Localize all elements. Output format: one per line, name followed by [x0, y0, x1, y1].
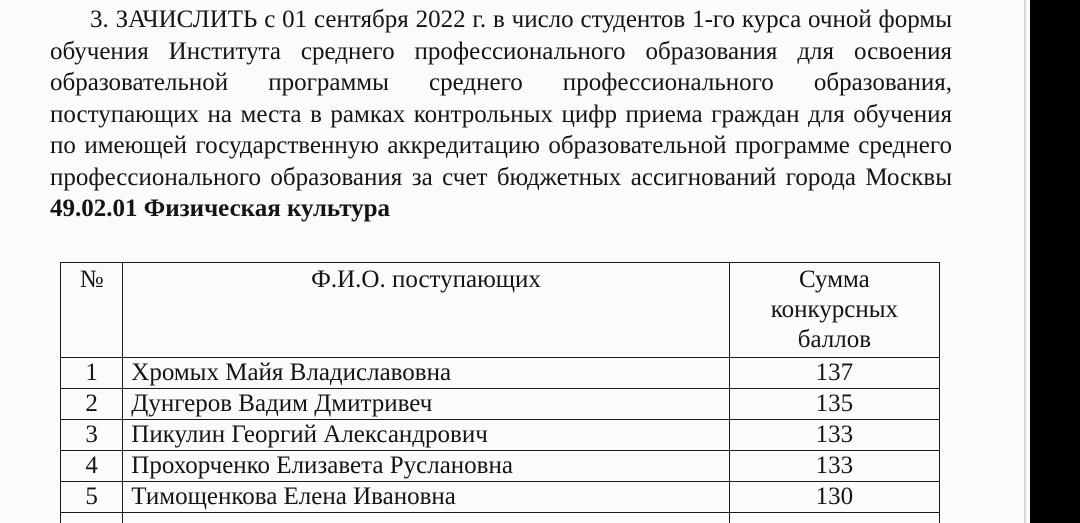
- row-score: 137: [729, 358, 939, 389]
- order-paragraph: [50, 4, 952, 225]
- header-number: №: [61, 263, 123, 358]
- row-name: Дунгеров Вадим Дмитривеч: [123, 389, 730, 420]
- row-score: 133: [729, 451, 939, 482]
- program-code-name: 49.02.01 Физическая культура: [50, 195, 391, 222]
- row-number: 1: [61, 358, 123, 389]
- enrollment-table: [60, 262, 940, 523]
- table-row: [61, 358, 940, 389]
- table-row: [61, 420, 940, 451]
- row-name: Тимощенкова Елена Ивановна: [123, 482, 730, 513]
- row-number: 5: [61, 482, 123, 513]
- row-number: 3: [61, 420, 123, 451]
- row-name: Пикулин Георгий Александрович: [123, 420, 730, 451]
- row-number: 2: [61, 389, 123, 420]
- row-score: 130: [729, 482, 939, 513]
- header-score: [729, 263, 939, 358]
- table-row: [61, 451, 940, 482]
- scan-dark-edge: [1030, 0, 1080, 523]
- order-paragraph-text: 3. ЗАЧИСЛИТЬ с 01 сентября 2022 г. в число студентов 1-го курса очной формы обучения Института среднего профессионального образования для освоения образовательной программы среднего профессионального образования, поступающих на места в рамках контрольных цифр приема граждан для обучения по имеющей государственную аккредитацию образовательной программе среднего профессионального образования за счет бюджетных ассигнований города Москвы: [50, 6, 952, 191]
- row-number: 4: [61, 451, 123, 482]
- row-name-empty: [123, 513, 730, 523]
- row-number-empty: [61, 513, 123, 523]
- table-header-row: [61, 263, 940, 358]
- table-row: [61, 482, 940, 513]
- header-name: Ф.И.О. поступающих: [123, 263, 730, 358]
- row-score: 133: [729, 420, 939, 451]
- table-row-cut-off: [61, 513, 940, 523]
- page-edge-line: [1024, 0, 1026, 523]
- row-score-empty: [729, 513, 939, 523]
- row-name: Прохорченко Елизавета Руслановна: [123, 451, 730, 482]
- row-score: 135: [729, 389, 939, 420]
- header-score-label: Сумма конкурсных баллов: [770, 266, 899, 353]
- row-name: Хромых Майя Владиславовна: [123, 358, 730, 389]
- table-row: [61, 389, 940, 420]
